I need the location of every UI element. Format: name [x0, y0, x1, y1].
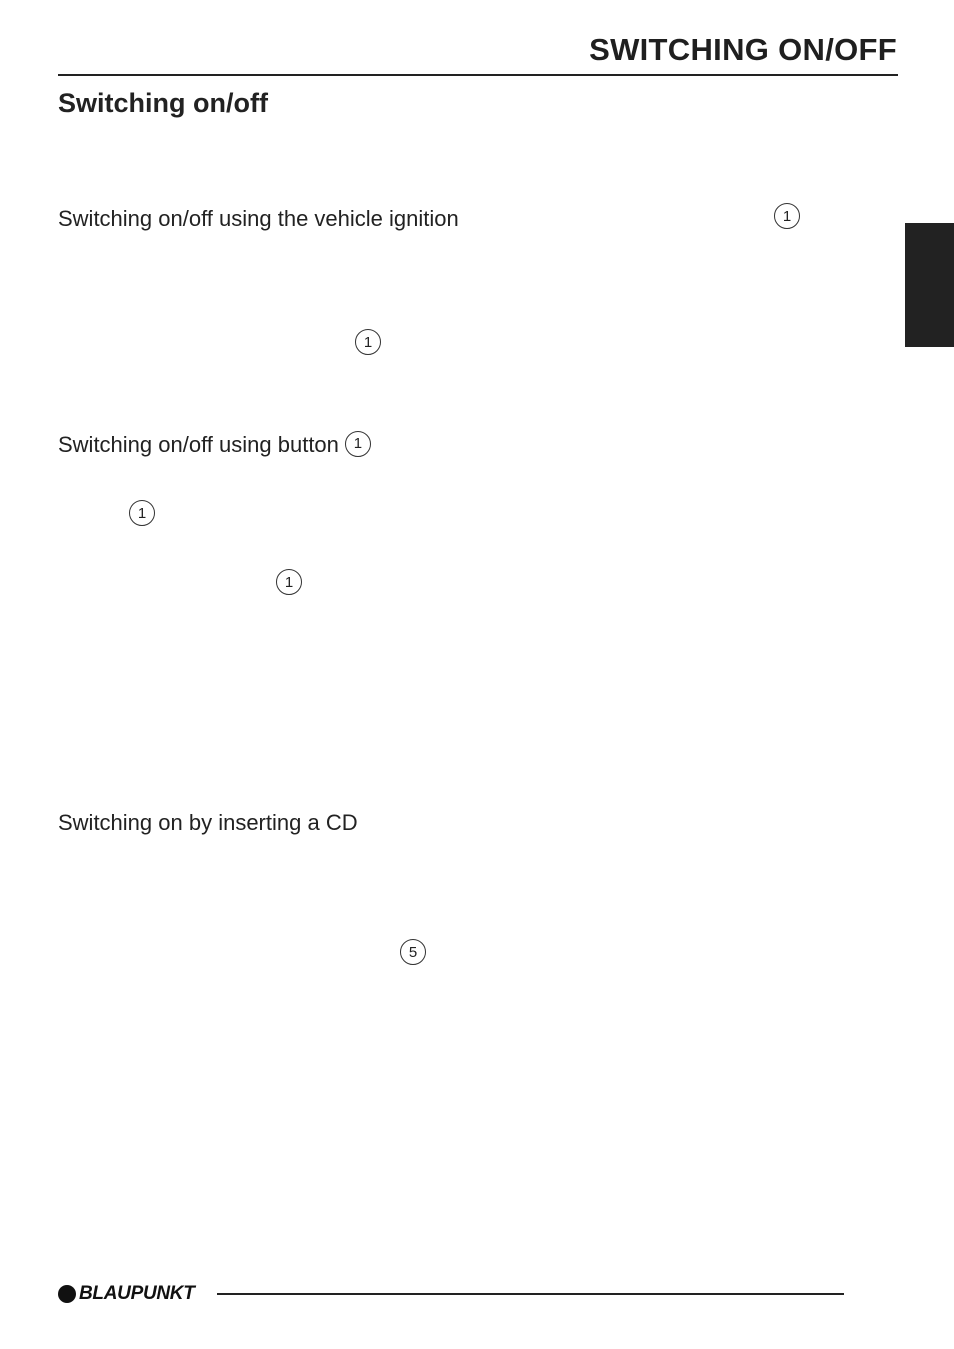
callout-1-button-a: 1 — [129, 500, 155, 526]
brand-logo — [58, 1283, 195, 1305]
subheading-button — [58, 430, 371, 460]
subheading-button-label: Switching on/off using button — [58, 432, 339, 457]
subheading-cd: Switching on by inserting a CD — [58, 810, 358, 835]
callout-1-right: 1 — [774, 203, 800, 229]
logo-dot-icon — [58, 1285, 76, 1303]
page-title: SWITCHING ON/OFF — [589, 32, 897, 67]
callout-1-button-heading: 1 — [345, 431, 371, 457]
callout-5-cd: 5 — [400, 939, 426, 965]
brand-wordmark: BLAUPUNKT — [79, 1283, 195, 1304]
callout-1-button-b: 1 — [276, 569, 302, 595]
callout-1-ignition: 1 — [355, 329, 381, 355]
title-divider — [58, 74, 898, 76]
thumb-index-tab — [905, 223, 954, 347]
section-heading: Switching on/off — [58, 88, 268, 118]
subheading-ignition: Switching on/off using the vehicle ignition — [58, 206, 459, 231]
footer-divider — [217, 1293, 844, 1295]
